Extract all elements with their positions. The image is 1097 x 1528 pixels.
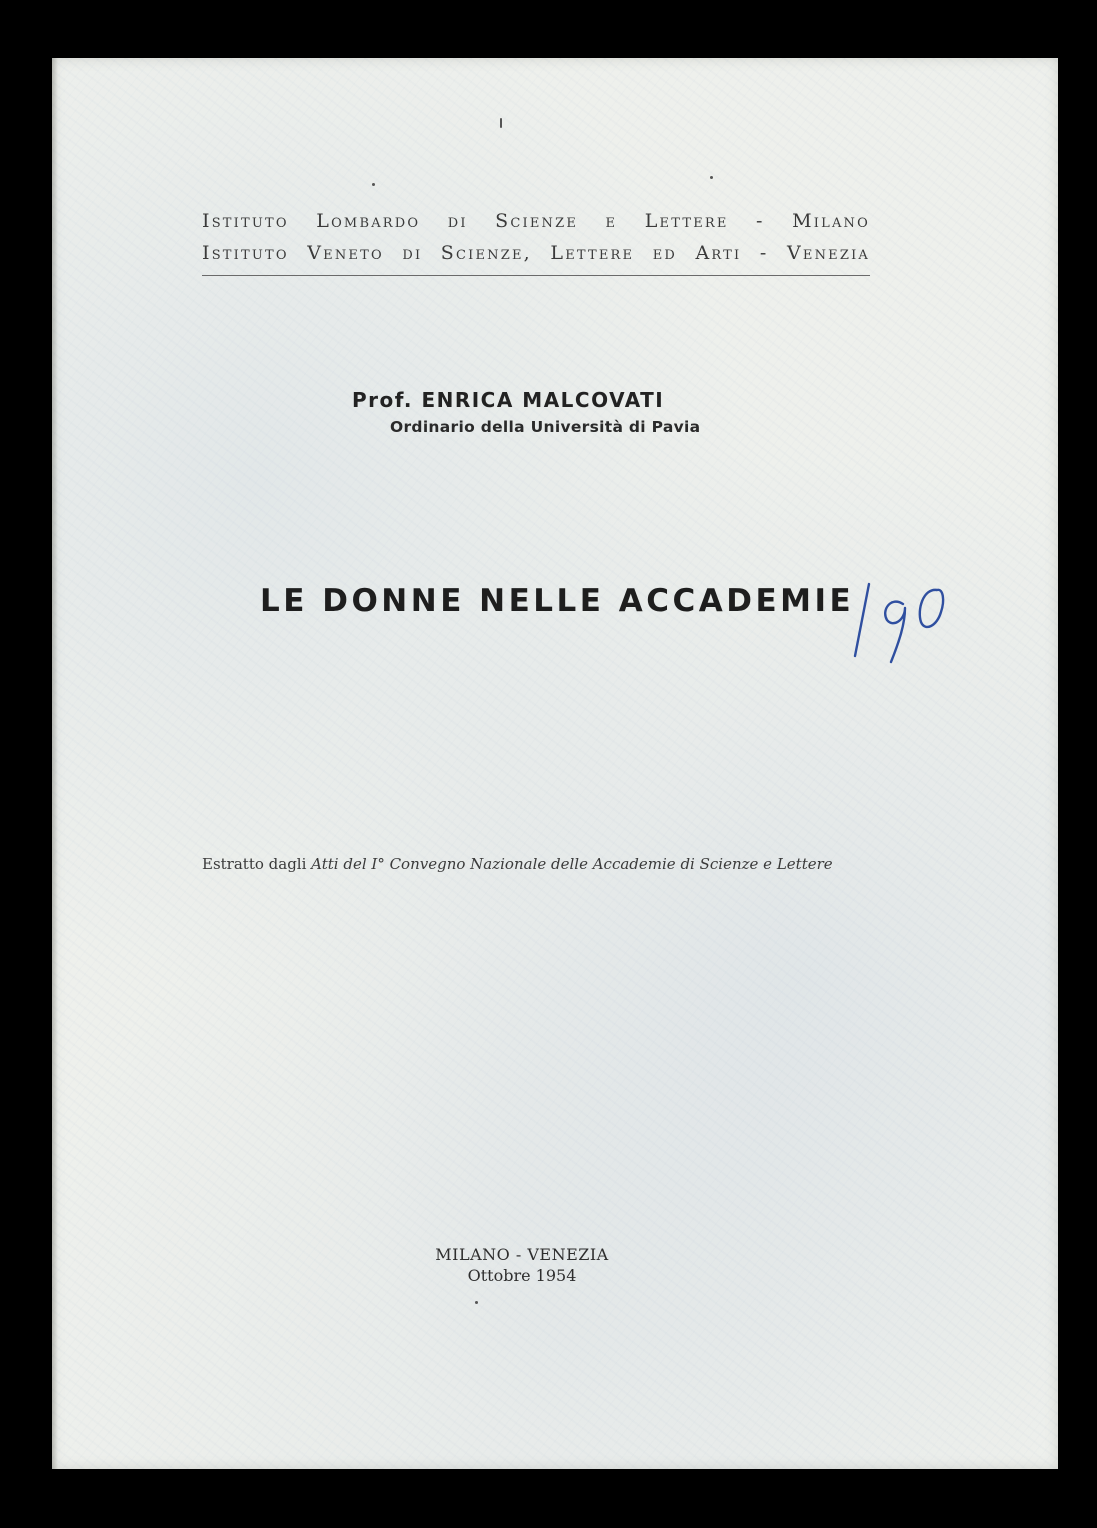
document-title: LE DONNE NELLE ACCADEMIE: [260, 583, 855, 619]
institutes-header: [202, 205, 870, 276]
extract-note: [202, 855, 922, 873]
paper-speck: [372, 183, 375, 186]
handwritten-number: [847, 566, 967, 666]
author-name: ENRICA MALCOVATI: [421, 388, 665, 412]
handwritten-number-drawing: [847, 566, 967, 666]
header-rule: [202, 275, 870, 276]
institute-veneto: Istituto Veneto di Scienze, Lettere ed Arti - Venezia: [202, 242, 870, 264]
paper-speck: [710, 176, 713, 179]
author-affiliation: Ordinario della Università di Pavia: [390, 418, 701, 436]
institute-lombardo: Istituto Lombardo di Scienze e Lettere - Milano: [202, 210, 870, 232]
author-line: [352, 388, 732, 412]
paper-mark: [500, 118, 502, 128]
extract-source: Atti del I° Convegno Nazionale delle Accademie di Scienze e Lettere: [311, 855, 833, 873]
extract-lead: Estratto dagli: [202, 855, 312, 873]
paper-speck: [475, 1301, 478, 1304]
document-page: [52, 58, 1058, 1469]
author-block: [352, 388, 732, 436]
spine-edge: [52, 58, 58, 1469]
author-prefix: Prof.: [352, 388, 413, 412]
imprint-date: Ottobre 1954: [467, 1266, 577, 1285]
imprint-place: MILANO - VENEZIA: [435, 1245, 609, 1264]
imprint: [362, 1245, 682, 1287]
